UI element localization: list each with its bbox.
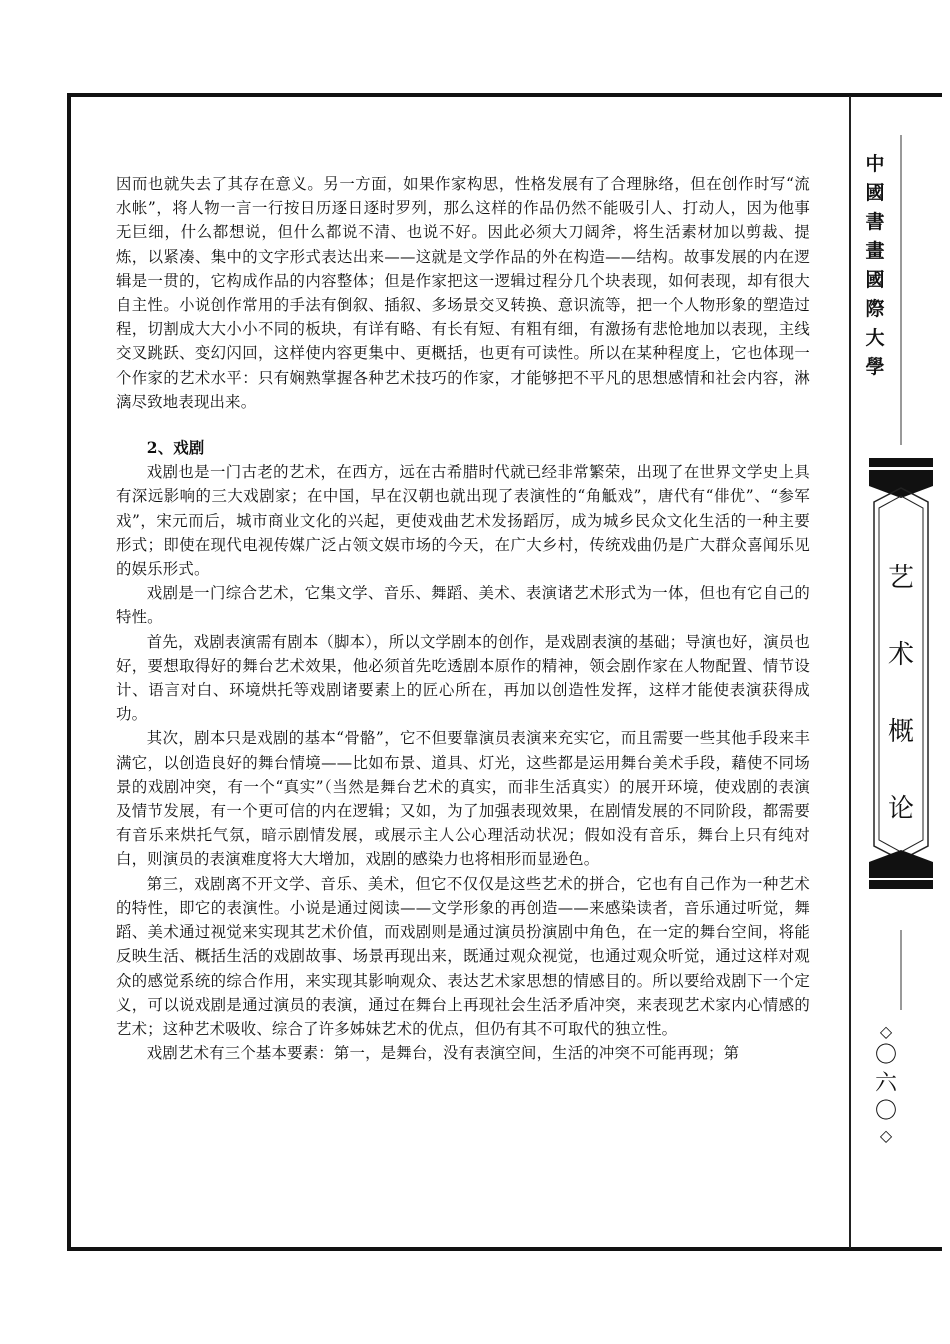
book-title-char: 术 xyxy=(887,640,914,670)
university-char: 中 xyxy=(865,153,885,175)
paragraph: 其次，剧本只是戏剧的基本“骨骼”，它不但要靠演员表演来充实它，而且需要一些其他手段来丰满它，以创造良好的舞台情境——比如布景、道具、灯光，这些都是运用舞台美术手段，藉使不同场景的戏剧冲突，有一个“真实”（当然是舞台艺术的真实，而非生活真实）的展开环境，使戏剧的表演及情节发展，有一个更可信的内在逻辑；又如，为了加强表现效果，在剧情发展的不同阶段，都需要有音乐来烘托气氛，暗示剧情发展，或展示主人公心理活动状况；假如没有音乐，舞台上只有纯对白，则演员的表演难度将大大增加，戏剧的感染力也将相形而显逊色。 xyxy=(116,729,810,869)
book-title-char: 论 xyxy=(887,794,914,824)
page-number-char: 〇 xyxy=(874,1099,897,1124)
sidebar-divider xyxy=(849,96,851,1248)
sidebar-rule xyxy=(900,135,902,445)
paragraph: 因而也就失去了其存在意义。另一方面，如果作家构思，性格发展有了合理脉络，但在创作时写“流水帐”，将人物一言一行按日历逐日逐时罗列，那么这样的作品仍然不能吸引人、打动人，因为他事无巨细，什么都想说，但什么都说不清、也说不好。因此必须大刀阔斧，将生活素材加以剪裁、提炼，以紧凑、集中的文字形式表达出来——这就是文学作品的外在构造——结构。故事发展的内在逻辑是一贯的，它构成作品的内容整体；但是作家把这一逻辑过程分几个块表现，如何表现，却有很大自主性。小说创作常用的手法有倒叙、插叙、多场景交叉转换、意识流等，把一个人物形象的塑造过程，切割成大大小小不同的板块，有详有略、有长有短、有粗有细，有激扬有悲怆地加以表现，主线交叉跳跃、变幻闪回，这样使内容更集中、更概括，也更有可读性。所以在某种程度上，它也体现一个作家的艺术水平：只有娴熟掌握各种艺术技巧的作家，才能够把不平凡的思想感情和社会内容，淋漓尽致地表现出来。 xyxy=(116,175,810,411)
book-title xyxy=(880,540,922,848)
university-char: 學 xyxy=(865,356,885,378)
diamond-icon: ◇ xyxy=(879,1022,893,1041)
paragraph: 第三，戏剧离不开文学、音乐、美术，但它不仅仅是这些艺术的拼合，它也有自己作为一种艺术的特性，即它的表演性。小说是通过阅读——文学形象的再创造——来感染读者，音乐通过听觉，舞蹈、美术通过视觉来实现其艺术价值，而戏剧则是通过演员扮演剧中角色，在一定的舞台空间，将能反映生活、概括生活的戏剧故事、场景再现出来，既通过观众视觉，也通过观众听觉，通过这样对观众的感觉系统的综合作用，来实现其影响观众、表达艺术家思想的情感目的。所以要给戏剧下一个定义，可以说戏剧是通过演员的表演，通过在舞台上再现社会生活矛盾冲突，来表现艺术家内心情感的艺术；这种艺术吸收、综合了许多姊妹艺术的优点，但仍有其不可取代的独立性。 xyxy=(116,874,810,1038)
page-number xyxy=(866,1022,906,1146)
paragraph: 首先，戏剧表演需有剧本（脚本），所以文学剧本的创作，是戏剧表演的基础；导演也好，演员也好，要想取得好的舞台艺术效果，他必须首先吃透剧本原作的精神，领会剧作家在人物配置、情节设计、语言对白、环境烘托等戏剧诸要素上的匠心所在，再加以创造性发挥，这样才能使表演获得成功。 xyxy=(116,632,810,724)
paragraph: 戏剧是一门综合艺术，它集文学、音乐、舞蹈、美术、表演诸艺术形式为一体，但也有它自己的特性。 xyxy=(116,584,810,627)
university-char: 大 xyxy=(865,327,885,349)
book-title-char: 概 xyxy=(887,717,914,747)
university-char: 畫 xyxy=(865,240,885,262)
university-char: 國 xyxy=(865,182,885,204)
page-number-char: 六 xyxy=(874,1071,897,1096)
paragraph: 戏剧艺术有三个基本要素：第一，是舞台，没有表演空间，生活的冲突不可能再现；第 xyxy=(146,1044,740,1063)
sidebar-rule xyxy=(900,930,902,1010)
university-name xyxy=(862,150,888,382)
university-char: 書 xyxy=(865,211,885,233)
page-number-char: 〇 xyxy=(874,1043,897,1068)
university-char: 國 xyxy=(865,269,885,291)
university-char: 際 xyxy=(865,298,885,320)
book-title-char: 艺 xyxy=(887,563,914,593)
section-heading: 2、戏剧 xyxy=(146,439,205,458)
paragraph: 戏剧也是一门古老的艺术，在西方，远在古希腊时代就已经非常繁荣，出现了在世界文学史上具有深远影响的三大戏剧家；在中国，早在汉朝也就出现了表演性的“角觝戏”，唐代有“俳优”、“参军戏”，宋元而后，城市商业文化的兴起，更使戏曲艺术发扬蹈厉，成为城乡民众文化生活的一种主要形式；即使在现代电视传媒广泛占领文娱市场的今天，在广大乡村，传统戏曲仍是广大群众喜闻乐见的娱乐形式。 xyxy=(116,463,810,579)
diamond-icon: ◇ xyxy=(879,1126,893,1145)
bottom-ornament-bar xyxy=(869,880,933,889)
body-text xyxy=(116,172,810,1065)
